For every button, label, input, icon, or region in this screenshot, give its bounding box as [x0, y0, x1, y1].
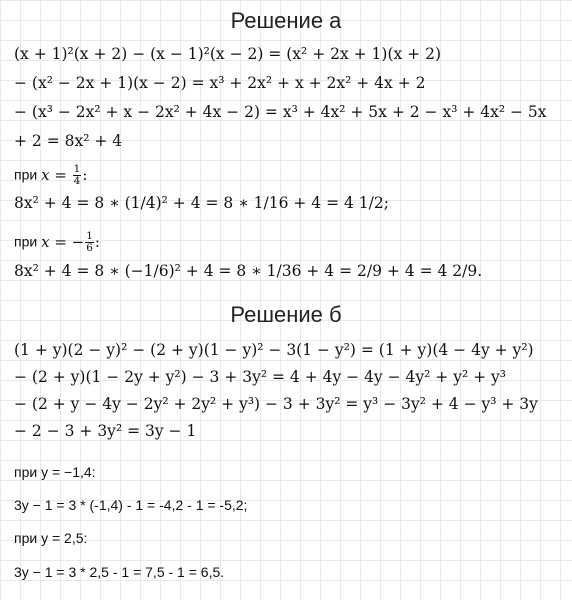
equation-a-line-1: (x + 1)²(x + 2) − (x − 1)²(x − 2) = (x² + 2x + 1)(x + 2) — [14, 45, 441, 63]
condition-a-1-var: x — [41, 165, 50, 184]
condition-b-1: при y = −1,4: — [14, 464, 96, 480]
result-b-1: 3y − 1 = 3 * (-1,4) - 1 = -4,2 - 1 = -5,2; — [14, 497, 248, 513]
equation-a-line-3: − (x³ − 2x² + x − 2x² + 4x − 2) = x³ + 4x² + 5x + 2 − x³ + 4x² − 5x — [14, 103, 547, 121]
condition-a-2-label: при — [14, 233, 38, 250]
result-b-2: 3y − 1 = 3 * 2,5 - 1 = 7,5 - 1 = 6,5. — [14, 564, 225, 580]
condition-a-2-var: x — [41, 232, 50, 251]
condition-a-1: при x = $\frac{1}{4}$ : — [14, 163, 88, 187]
result-a-1: 8x² + 4 = 8 ∗ (1/4)² + 4 = 8 ∗ 1/16 + 4 = 4 1/2; — [14, 194, 389, 212]
equation-a-line-2: − (x² − 2x + 1)(x − 2) = x³ + 2x² + x + 2x² + 4x + 2 — [14, 74, 426, 92]
equation-b-line-3: − (2 + y − 4y − 2y² + 2y² + y³) − 3 + 3y² = y³ − 3y² + 4 − y³ + 3y — [14, 395, 538, 413]
equation-b-line-4: − 2 − 3 + 3y² = 3y − 1 — [14, 422, 197, 440]
condition-b-2: при y = 2,5: — [14, 530, 88, 546]
result-a-2: 8x² + 4 = 8 ∗ (−1/6)² + 4 = 8 ∗ 1/36 + 4 = 2/9 + 4 = 4 2/9. — [14, 262, 483, 280]
heading-solution-b: Решение б — [230, 302, 342, 327]
fraction-one-sixth: $\frac{1}{6}$ — [86, 230, 93, 254]
condition-a-2: при x = − $\frac{1}{6}$ : — [14, 230, 100, 254]
condition-a-1-label: при — [14, 166, 38, 183]
equation-a-line-4: + 2 = 8x² + 4 — [14, 132, 123, 150]
equation-b-line-1: (1 + y)(2 − y)² − (2 + y)(1 − y)² − 3(1 − y²) = (1 + y)(4 − 4y + y²) — [14, 341, 534, 359]
heading-solution-a: Решение а — [230, 8, 342, 33]
equation-b-line-2: − (2 + y)(1 − 2y + y²) − 3 + 3y² = 4 + 4y − 4y − 4y² + y² + y³ — [14, 368, 506, 386]
fraction-one-quarter: $\frac{1}{4}$ — [73, 163, 81, 187]
